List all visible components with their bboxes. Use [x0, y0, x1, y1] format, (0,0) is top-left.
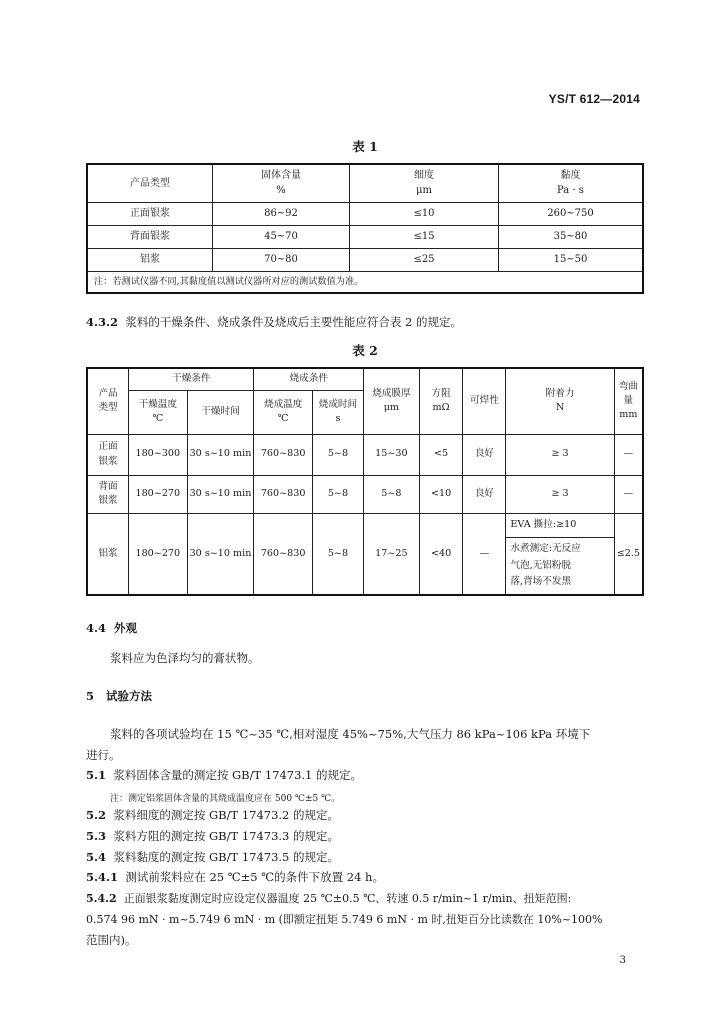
- table2-header-dry-group: 干燥条件: [129, 368, 254, 390]
- table-cell: ≤10: [350, 202, 499, 225]
- table-cell: 17~25: [364, 513, 420, 595]
- table2-header-solderability: 可焊性: [463, 368, 506, 434]
- clause-5-2: 5.2 浆料细度的测定按 GB/T 17473.2 的规定。: [86, 808, 340, 822]
- table-cell: 180~270: [129, 475, 187, 513]
- table2-caption: 表 2: [352, 343, 378, 358]
- table-row: [87, 202, 643, 225]
- table1-header-row: [87, 164, 643, 202]
- clause-4-3-2: [86, 314, 462, 330]
- page-number: 3: [619, 955, 626, 966]
- table-cell: 30 s~10 min: [187, 434, 254, 475]
- clause-text: 浆料的干燥条件、烧成条件及烧成后主要性能应符合表 2 的规定。: [125, 315, 462, 329]
- table-cell: —: [614, 434, 643, 475]
- table-cell: ≤25: [350, 248, 499, 271]
- table-cell: 正面 银浆: [87, 434, 129, 475]
- table-cell: ≥ 3: [506, 475, 614, 513]
- table-cell: 铝浆: [87, 513, 129, 595]
- clause-5-4-2-line3: 范围内)。: [86, 933, 137, 947]
- table-cell: 86~92: [213, 202, 350, 225]
- table-cell: <5: [419, 434, 463, 475]
- table-cell: 背面银浆: [87, 225, 213, 248]
- table-cell: <10: [419, 475, 463, 513]
- table1-header-cell: 黏度 Pa · s: [499, 164, 644, 202]
- table-cell: 35~80: [499, 225, 644, 248]
- table-cell: ≥ 3: [506, 434, 614, 475]
- clause-5-4-1: 5.4.1 测试前浆料应在 25 ℃±5 ℃的条件下放置 24 h。: [86, 870, 384, 884]
- table2-header-adhesion: 附着力 N: [506, 368, 614, 434]
- table-cell: —: [463, 513, 506, 595]
- table-row: [87, 475, 643, 513]
- clause-5-3: 5.3 浆料方阻的测定按 GB/T 17473.3 的规定。: [86, 829, 340, 843]
- table2-header-fire-group: 烧成条件: [254, 368, 364, 390]
- table-cell: 5~8: [364, 475, 420, 513]
- table1-caption: 表 1: [352, 139, 378, 154]
- table2-header-row: [87, 368, 643, 390]
- table1-header-cell: 细度 μm: [350, 164, 499, 202]
- table-cell: 180~300: [129, 434, 187, 475]
- table-cell: 760~830: [254, 434, 312, 475]
- table-cell: 5~8: [312, 475, 363, 513]
- table2: [86, 367, 644, 596]
- table2-header-resistance: 方阻 mΩ: [419, 368, 463, 434]
- table-row: [87, 225, 643, 248]
- table-cell: —: [614, 475, 643, 513]
- clause-5-4-2-line1: 5.4.2 正面银浆黏度测定时应设定仪器温度 25 ℃±0.5 ℃、转速 0.5 r/min~1 r/min、扭矩范围:: [86, 892, 572, 905]
- table-cell: 760~830: [254, 513, 312, 595]
- section-4-4-body: 浆料应为色泽均匀的膏状物。: [110, 651, 260, 665]
- table-cell: 5~8: [312, 513, 363, 595]
- table-row: [87, 248, 643, 271]
- table-cell: 良好: [463, 434, 506, 475]
- table-cell: 背面 银浆: [87, 475, 129, 513]
- table-row: [87, 434, 643, 475]
- table-cell: EVA 撕拉:≥10: [506, 513, 614, 537]
- table-cell: 15~30: [364, 434, 420, 475]
- table-cell: 260~750: [499, 202, 644, 225]
- table1: [86, 163, 644, 294]
- table1-note-row: [87, 271, 643, 293]
- table-cell: 良好: [463, 475, 506, 513]
- section-5-heading: 5 试验方法: [86, 689, 153, 703]
- table2-header-bow: 弯曲量 mm: [614, 368, 643, 434]
- table-cell: 30 s~10 min: [187, 475, 254, 513]
- table-cell: 水煮测定:无反应 气泡,无铝粉脱 落,背场不发黑: [506, 537, 614, 595]
- section-5-intro-line2: 进行。: [86, 748, 121, 762]
- section-4-4-heading: 4.4 外观: [86, 621, 138, 635]
- table-cell: 30 s~10 min: [187, 513, 254, 595]
- table-cell: 铝浆: [87, 248, 213, 271]
- table2-header-thickness: 烧成膜厚 μm: [364, 368, 420, 434]
- table2-header-dry-time: 干燥时间: [187, 390, 254, 434]
- clause-number: 4.3.2: [86, 315, 119, 329]
- table1-header-cell: 产品类型: [87, 164, 213, 202]
- table-cell: 45~70: [213, 225, 350, 248]
- table-cell: ≤2.5: [614, 513, 643, 595]
- table1-header-cell: 固体含量 %: [213, 164, 350, 202]
- table2-header-fire-time: 烧成时间 s: [312, 390, 363, 434]
- section-5-intro-line1: 浆料的各项试验均在 15 ℃~35 ℃,相对湿度 45%~75%,大气压力 86 kPa~106 kPa 环境下: [110, 727, 591, 741]
- table-cell: 70~80: [213, 248, 350, 271]
- table-cell: 5~8: [312, 434, 363, 475]
- table-cell: ≤15: [350, 225, 499, 248]
- table2-header-dry-temp: 干燥温度 ℃: [129, 390, 187, 434]
- table-cell: 15~50: [499, 248, 644, 271]
- standard-code: YS/T 612—2014: [548, 92, 640, 106]
- table2-header-fire-temp: 烧成温度 ℃: [254, 390, 312, 434]
- table-cell: <40: [419, 513, 463, 595]
- table2-header-product: 产品 类型: [87, 368, 129, 434]
- table-cell: 760~830: [254, 475, 312, 513]
- table-row: [87, 513, 643, 537]
- clause-5-4: 5.4 浆料黏度的测定按 GB/T 17473.5 的规定。: [86, 850, 340, 864]
- table-cell: 180~270: [129, 513, 187, 595]
- clause-5-1: 5.1 浆料固体含量的测定按 GB/T 17473.1 的规定。: [86, 768, 363, 782]
- clause-5-4-2-line2: 0.574 96 mN · m~5.749 6 mN · m (即额定扭矩 5.749 6 mN · m 时,扭矩百分比读数在 10%~100%: [86, 913, 603, 926]
- clause-5-1-note: 注：测定铝浆固体含量的其烧成温度应在 500 ℃±5 ℃。: [110, 794, 341, 804]
- table1-note: 注：若测试仪器不同,其黏度值以测试仪器所对应的测试数值为准。: [87, 271, 643, 293]
- table-cell: 正面银浆: [87, 202, 213, 225]
